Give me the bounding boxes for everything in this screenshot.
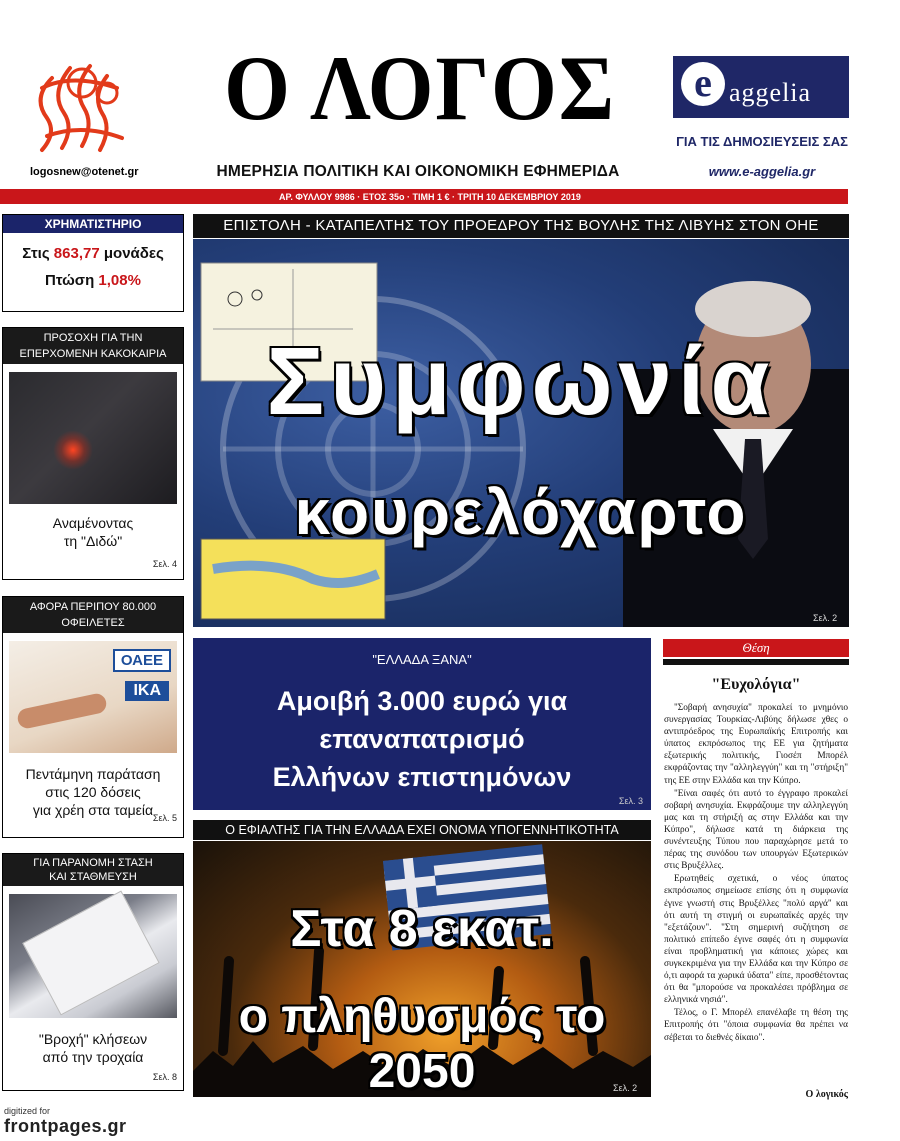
- lead-kicker-bar: ΕΠΙΣΤΟΛΗ - ΚΑΤΑΠΕΛΤΗΣ ΤΟΥ ΠΡΟΕΔΡΟΥ ΤΗΣ ΒΟΥΛΗΣ ΤΗΣ ΛΙΒΥΗΣ ΣΤΟΝ ΟΗΕ: [193, 214, 849, 238]
- heading-line-2: ΚΑΙ ΣΤΑΘΜΕΥΣΗ: [49, 871, 137, 883]
- lead-headline-line-2: κουρελόχαρτο: [294, 476, 748, 548]
- opinion-paragraph: "Είναι σαφές ότι αυτό το έγγραφο προκαλεί σοβαρή ανησυχία. Εκφράζουμε την αλληλεγγύη μας και τη στήριξή ας στην Ελλάδα και την Κύπρο", δήλωσε κατά τη διάρκεια της συνέντευξης Τύπου που παραχώρησε μετά το πέρας της συνόδου των υπουργών Εξωτερικών στις Βρυξέλλες.: [664, 788, 848, 872]
- story-headline: [203, 682, 641, 796]
- story-scientists[interactable]: [193, 638, 651, 810]
- sidebar-story-heading: [3, 854, 183, 886]
- lead-headline-line-1: Συμφωνία: [266, 328, 776, 435]
- sidebar-caption-3: για χρέη στα ταμεία: [32, 802, 154, 818]
- opinion-paragraph: Ερωτηθείς σχετικά, ο νέος ύπατος εκπρόσωπος σημείωσε επίσης ότι η συμφωνία έγινε γνωστή στις Βρυξέλλες "πολύ αργά" και ότι αυτή τη στιγμή οι ευρωπαϊκές αρχές την "εξετάζουν". "Στη σημερινή συζήτηση σε πολιτικό επίπεδο έγινε σαφές ότι η συμφωνία είναι προβληματική για κάποιες χώρες και συγκεκριμένα για την Ελλάδα και την Κύπρο σε ό,τι αφορά τα χωρικά ύδατα" είπε, προσθέτοντας ότι θα "μπορούσε να προκαλέσει πρόβλημα σε ελληνικά νησιά".: [664, 874, 848, 1006]
- paper-shape: [22, 891, 159, 1016]
- story-kicker-bar: Ο ΕΦΙΑΛΤΗΣ ΓΙΑ ΤΗΝ ΕΛΛΑΔΑ ΕΧΕΙ ΟΝΟΜΑ ΥΠΟΓΕΝΝΗΤΙΚΟΤΗΤΑ: [193, 820, 651, 840]
- issue-info: ΑΡ. ΦΥΛΛΟΥ 9986 · ΕΤΟΣ 35ο · ΤΙΜΗ 1 € · ΤΡΙΤΗ 10 ΔΕΚΕΜΒΡΙΟΥ 2019: [279, 192, 581, 202]
- market-line1-pre: Στις: [22, 245, 54, 262]
- sidebar-story-parking[interactable]: [2, 853, 184, 1091]
- opinion-title: "Ευχολόγια": [711, 676, 801, 693]
- sidebar-story-heading: ΑΦΟΡΑ ΠΕΡΙΠΟΥ 80.000 ΟΦΕΙΛΕΤΕΣ: [3, 597, 183, 633]
- sidebar-caption-2: στις 120 δόσεις: [45, 784, 141, 800]
- story-kicker: "ΕΛΛΑΔΑ ΞΑΝΑ": [372, 652, 472, 667]
- opinion-body: [664, 702, 848, 1045]
- sidebar-story-heading: ΠΡΟΣΟΧΗ ΓΙΑ ΤΗΝ ΕΠΕΡΧΟΜΕΝΗ ΚΑΚΟΚΑΙΡΙΑ: [3, 328, 183, 364]
- eaggelia-wordmark: aggelia: [729, 78, 812, 107]
- market-line1-post: μονάδες: [99, 245, 164, 262]
- page-ref: Σελ. 8: [152, 1072, 177, 1082]
- sidebar-story-weather[interactable]: [2, 327, 184, 580]
- market-change-value: 1,08%: [98, 272, 141, 289]
- contact-email[interactable]: logosnew@otenet.gr: [30, 166, 139, 178]
- opinion-signature: Ο λογικός: [805, 1089, 848, 1100]
- market-change-line: [3, 272, 183, 289]
- story-headline-line-2: ο πληθυσμός το 2050: [238, 990, 606, 1097]
- sidebar-caption-2: τη "Διδώ": [63, 533, 123, 549]
- logo-illustration: [22, 58, 142, 158]
- opinion-paragraph: "Σοβαρή ανησυχία" προκαλεί το μνημόνιο συνεργασίας Τουρκίας-Λιβύης δήλωσε χθες ο αντιπρόεδρος της Ευρωπαϊκής Επιτροπής και ύπατος εκπρόσωπος της ΕΕ για ζητήματα εξωτερικής πολιτικής, Γιοσέπ Μπορέλ εκφράζοντας την "αλληλεγγύη" και τη "στήριξη" της ΕΕ στην Ελλάδα και την Κύπρο.: [664, 703, 848, 786]
- page-ref: Σελ. 3: [618, 796, 643, 806]
- sidebar-caption-1: Αναμένοντας: [52, 515, 134, 531]
- story3-page-ref: Σελ. 2: [613, 1083, 638, 1093]
- debt-photo: [9, 641, 177, 753]
- weather-photo: [9, 372, 177, 504]
- opinion-rule: [663, 659, 849, 665]
- newspaper-subtitle: ΗΜΕΡΗΣΙΑ ΠΟΛΙΤΙΚΗ ΚΑΙ ΟΙΚΟΝΟΜΙΚΗ ΕΦΗΜΕΡΙΔΑ: [216, 163, 620, 180]
- story-population[interactable]: [193, 841, 651, 1097]
- ticket-photo: [9, 894, 177, 1018]
- page-ref: Σελ. 4: [152, 559, 177, 569]
- advert-tagline: ΓΙΑ ΤΙΣ ΔΗΜΟΣΙΕΥΣΕΙΣ ΣΑΣ: [676, 134, 848, 149]
- story-headline-line-1: Αμοιβή 3.000 ευρώ για επαναπατρισμό: [276, 686, 568, 754]
- oaee-label: ΟΑΕΕ: [113, 649, 171, 672]
- market-heading: ΧΡΗΜΑΤΙΣΤΗΡΙΟ: [3, 215, 183, 233]
- story-headline-line-1: Στα 8 εκατ.: [290, 900, 554, 958]
- sidebar-caption-1: "Βροχή" κλήσεων: [38, 1031, 148, 1047]
- hand-shape: [16, 692, 108, 730]
- opinion-tag: Θέση: [663, 639, 849, 657]
- market-box[interactable]: [2, 214, 184, 312]
- market-index-line: [3, 245, 183, 262]
- footer-note: digitized for: [4, 1106, 51, 1116]
- sidebar-caption-1: Πεντάμηνη παράταση: [25, 766, 161, 782]
- glow-shape: [53, 430, 93, 470]
- heading-line-1: ΓΙΑ ΠΑΡΑΝΟΜΗ ΣΤΑΣΗ: [33, 857, 153, 869]
- sidebar-caption-2: από την τροχαία: [42, 1049, 144, 1065]
- ika-label: ΙΚΑ: [125, 681, 169, 701]
- opinion-paragraph: Τέλος, ο Γ. Μπορέλ επανέλαβε τη θέση της Επιτροπής ότι "όποια συμφωνία θα πρέπει να σέβεται το διεθνές δίκαιο".: [664, 1008, 848, 1043]
- lead-story[interactable]: [193, 239, 849, 627]
- market-line2-pre: Πτώση: [45, 272, 99, 289]
- market-index-value: 863,77: [53, 245, 100, 262]
- footer-site[interactable]: frontpages.gr: [4, 1116, 127, 1136]
- eaggelia-logo[interactable]: [673, 56, 849, 118]
- sidebar-story-debt[interactable]: [2, 596, 184, 838]
- newspaper-title: Ο ΛΟΓΟΣ: [224, 37, 616, 139]
- story-headline-line-2: Ελλήνων επιστημόνων: [272, 762, 572, 792]
- lead-page-ref: Σελ. 2: [813, 613, 838, 623]
- advert-url[interactable]: www.e-aggelia.gr: [708, 164, 816, 179]
- page-ref: Σελ. 5: [152, 813, 177, 823]
- eaggelia-e-icon: e: [681, 62, 725, 106]
